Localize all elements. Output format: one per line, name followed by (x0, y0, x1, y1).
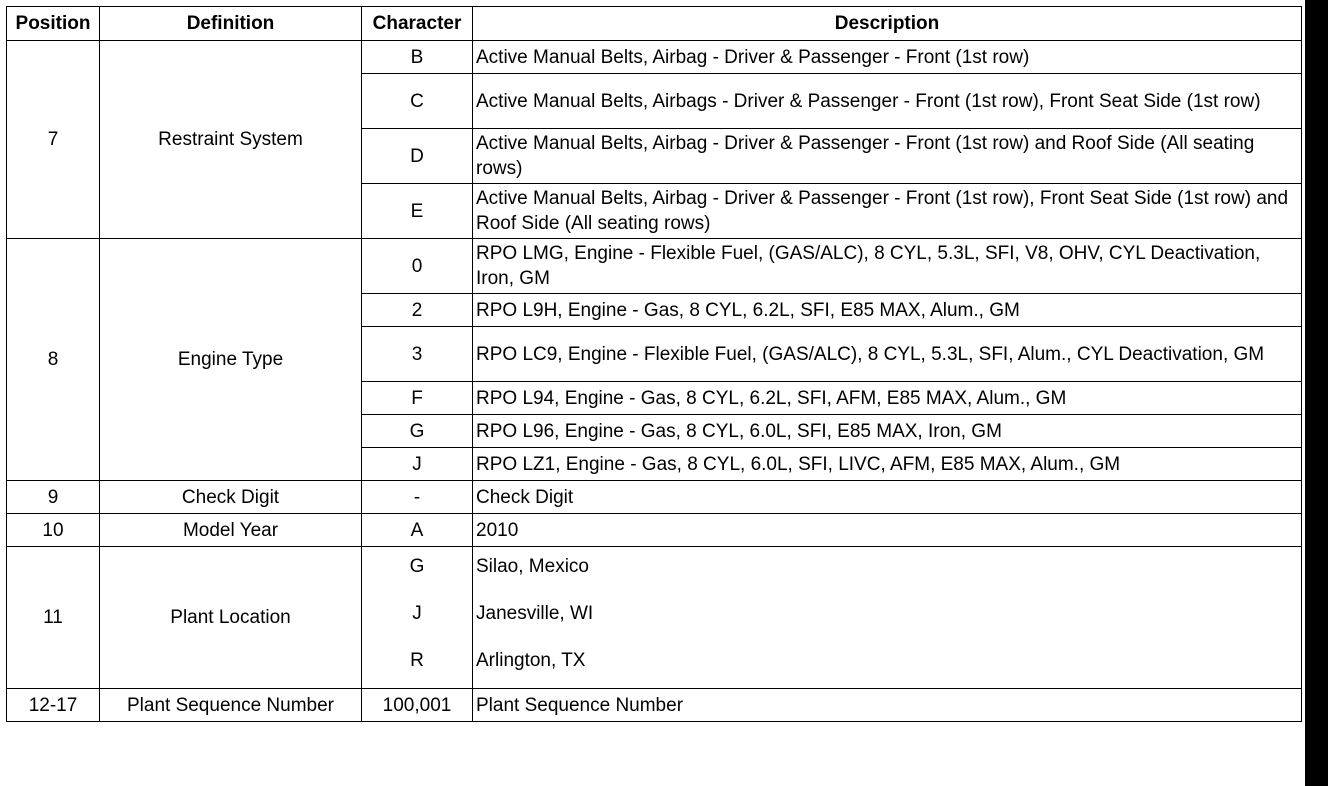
plant-location: Janesville, WI (476, 603, 594, 624)
description-cell: RPO LMG, Engine - Flexible Fuel, (GAS/ALC), 8 CYL, 5.3L, SFI, V8, OHV, CYL Deactivation, Iron, GM (473, 239, 1302, 294)
description-cell: Active Manual Belts, Airbag - Driver & Passenger - Front (1st row) (473, 41, 1302, 74)
table-row (7, 547, 1302, 689)
character-cell: A (362, 514, 473, 547)
position-cell: 7 (7, 41, 100, 239)
description-cell: 2010 (473, 514, 1302, 547)
description-cell: Plant Sequence Number (473, 689, 1302, 722)
character-cell: G (362, 415, 473, 448)
character-cell: 3 (362, 327, 473, 382)
character-cell: C (362, 74, 473, 129)
definition-cell: Plant Location (100, 547, 362, 689)
plant-location: Arlington, TX (476, 650, 586, 671)
description-cell: RPO LZ1, Engine - Gas, 8 CYL, 6.0L, SFI, LIVC, AFM, E85 MAX, Alum., GM (473, 448, 1302, 481)
definition-cell: Model Year (100, 514, 362, 547)
plant-location: Silao, Mexico (476, 556, 589, 577)
position-cell: 12-17 (7, 689, 100, 722)
header-character: Character (362, 7, 473, 41)
header-row (7, 7, 1302, 41)
header-definition: Definition (100, 7, 362, 41)
character-cell: 100,001 (362, 689, 473, 722)
definition-cell: Engine Type (100, 239, 362, 481)
position-cell: 8 (7, 239, 100, 481)
description-cell: Active Manual Belts, Airbag - Driver & Passenger - Front (1st row) and Roof Side (All seating rows) (473, 129, 1302, 184)
description-cell: RPO LC9, Engine - Flexible Fuel, (GAS/ALC), 8 CYL, 5.3L, SFI, Alum., CYL Deactivation, GM (473, 327, 1302, 382)
description-cell: Active Manual Belts, Airbags - Driver & Passenger - Front (1st row), Front Seat Side (1st row) (473, 74, 1302, 129)
character-cell: - (362, 481, 473, 514)
definition-cell: Check Digit (100, 481, 362, 514)
vin-table (6, 6, 1302, 722)
character-cell: J (362, 448, 473, 481)
description-cell: Check Digit (473, 481, 1302, 514)
table-row (7, 689, 1302, 722)
description-cell: RPO L94, Engine - Gas, 8 CYL, 6.2L, SFI, AFM, E85 MAX, Alum., GM (473, 382, 1302, 415)
description-cell (473, 547, 1302, 689)
character-cell: D (362, 129, 473, 184)
plant-character: G (409, 556, 425, 577)
header-position: Position (7, 7, 100, 41)
character-cell: B (362, 41, 473, 74)
table-row (7, 41, 1302, 74)
plant-character: J (412, 603, 422, 624)
table-row (7, 514, 1302, 547)
character-cell (362, 547, 473, 689)
description-cell: RPO L96, Engine - Gas, 8 CYL, 6.0L, SFI, E85 MAX, Iron, GM (473, 415, 1302, 448)
character-cell: 2 (362, 294, 473, 327)
description-cell: RPO L9H, Engine - Gas, 8 CYL, 6.2L, SFI, E85 MAX, Alum., GM (473, 294, 1302, 327)
plant-character: R (410, 650, 424, 671)
character-cell: F (362, 382, 473, 415)
character-cell: E (362, 184, 473, 239)
table-row (7, 239, 1302, 294)
description-cell: Active Manual Belts, Airbag - Driver & Passenger - Front (1st row), Front Seat Side (1st row) and Roof Side (All seating rows) (473, 184, 1302, 239)
position-cell: 10 (7, 514, 100, 547)
table-row (7, 481, 1302, 514)
definition-cell: Plant Sequence Number (100, 689, 362, 722)
position-cell: 11 (7, 547, 100, 689)
position-cell: 9 (7, 481, 100, 514)
character-cell: 0 (362, 239, 473, 294)
right-edge-bar (1305, 0, 1328, 786)
header-description: Description (473, 7, 1302, 41)
definition-cell: Restraint System (100, 41, 362, 239)
